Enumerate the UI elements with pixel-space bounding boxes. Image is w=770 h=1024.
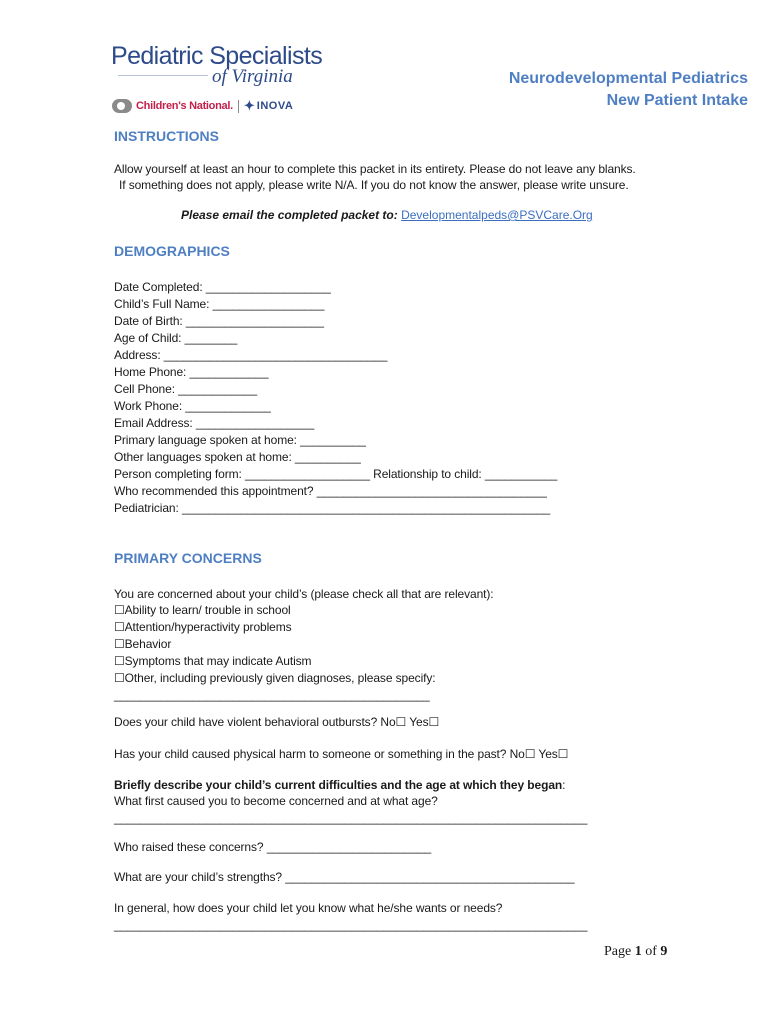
question-who-raised[interactable]: Who raised these concerns? _________________________ bbox=[114, 840, 432, 854]
logo-name: Pediatric Specialists bbox=[111, 42, 323, 70]
checkbox-attention[interactable]: ☐Attention/hyperactivity problems bbox=[114, 620, 292, 634]
field-work-phone[interactable]: Work Phone: _____________ bbox=[114, 399, 271, 413]
field-home-phone[interactable]: Home Phone: ____________ bbox=[114, 365, 269, 379]
describe-difficulties bbox=[114, 777, 565, 794]
question-first-concern: What first caused you to become concerned and at what age? bbox=[114, 794, 438, 808]
partner-logos bbox=[112, 97, 293, 115]
email-link[interactable]: Developmentalpeds@PSVCare.Org bbox=[401, 208, 593, 222]
instructions-line-2: If something does not apply, please write N/A. If you do not know the answer, please write unsure. bbox=[119, 178, 629, 192]
field-child-name[interactable]: Child’s Full Name: _________________ bbox=[114, 297, 325, 311]
describe-colon: : bbox=[562, 778, 566, 792]
question-strengths[interactable]: What are your child’s strengths? ____________________________________________ bbox=[114, 870, 575, 884]
logo-divider bbox=[118, 75, 208, 76]
partner-inova: INOVA bbox=[256, 100, 294, 112]
checkbox-autism[interactable]: ☐Symptoms that may indicate Autism bbox=[114, 654, 312, 668]
page-current: 1 bbox=[634, 944, 642, 959]
logo-separator bbox=[238, 100, 239, 113]
field-date-completed[interactable]: Date Completed: ___________________ bbox=[114, 280, 331, 294]
page-of-label: of bbox=[645, 944, 657, 959]
form-subtitle: New Patient Intake bbox=[606, 92, 748, 109]
logo-of-virginia: of Virginia bbox=[212, 66, 293, 87]
primary-concerns-heading: PRIMARY CONCERNS bbox=[114, 550, 262, 566]
email-lead: Please email the completed packet to: bbox=[181, 208, 398, 222]
instructions-heading: INSTRUCTIONS bbox=[114, 128, 219, 144]
checkbox-other[interactable]: ☐Other, including previously given diagnoses, please specify: bbox=[114, 671, 436, 685]
question-physical-harm[interactable]: Has your child caused physical harm to someone or something in the past? No☐ Yes☐ bbox=[114, 747, 569, 761]
concerns-intro: You are concerned about your child’s (please check all that are relevant): bbox=[114, 587, 494, 601]
page-total: 9 bbox=[660, 944, 668, 959]
inova-icon: ✦ bbox=[243, 98, 255, 113]
field-first-concern[interactable]: ________________________________________________________________________ bbox=[114, 811, 588, 825]
field-person-completing[interactable]: Person completing form: ___________________ Relationship to child: ___________ bbox=[114, 467, 558, 481]
form-title: Neurodevelopmental Pediatrics bbox=[508, 70, 748, 87]
partner-childrens-national: Children's National. bbox=[136, 100, 233, 112]
field-age[interactable]: Age of Child: ________ bbox=[114, 331, 238, 345]
field-who-recommended[interactable]: Who recommended this appointment? ___________________________________ bbox=[114, 484, 547, 498]
page-label: Page bbox=[604, 944, 632, 959]
question-needs: In general, how does your child let you know what he/she wants or needs? bbox=[114, 901, 503, 915]
checkbox-learning[interactable]: ☐Ability to learn/ trouble in school bbox=[114, 603, 291, 617]
instructions-line-1: Allow yourself at least an hour to complete this packet in its entirety. Please do not leave any blanks. bbox=[114, 162, 636, 176]
email-instruction bbox=[181, 208, 593, 222]
field-other-languages[interactable]: Other languages spoken at home: __________ bbox=[114, 450, 361, 464]
field-email[interactable]: Email Address: __________________ bbox=[114, 416, 315, 430]
field-date-of-birth[interactable]: Date of Birth: _____________________ bbox=[114, 314, 324, 328]
field-needs[interactable]: ________________________________________________________________________ bbox=[114, 918, 588, 932]
checkbox-behavior[interactable]: ☐Behavior bbox=[114, 637, 172, 651]
childrens-national-icon bbox=[112, 99, 132, 113]
page-number bbox=[604, 944, 667, 960]
field-primary-language[interactable]: Primary language spoken at home: __________ bbox=[114, 433, 366, 447]
field-pediatrician[interactable]: Pediatrician: ________________________________________________________ bbox=[114, 501, 551, 515]
field-other-specify[interactable]: ________________________________________________ bbox=[114, 688, 430, 702]
describe-difficulties-bold: Briefly describe your child’s current difficulties and the age at which they began bbox=[114, 778, 563, 792]
field-address[interactable]: Address: __________________________________ bbox=[114, 348, 388, 362]
demographics-heading: DEMOGRAPHICS bbox=[114, 243, 230, 259]
question-violent-outbursts[interactable]: Does your child have violent behavioral outbursts? No☐ Yes☐ bbox=[114, 715, 440, 729]
field-cell-phone[interactable]: Cell Phone: ____________ bbox=[114, 382, 258, 396]
